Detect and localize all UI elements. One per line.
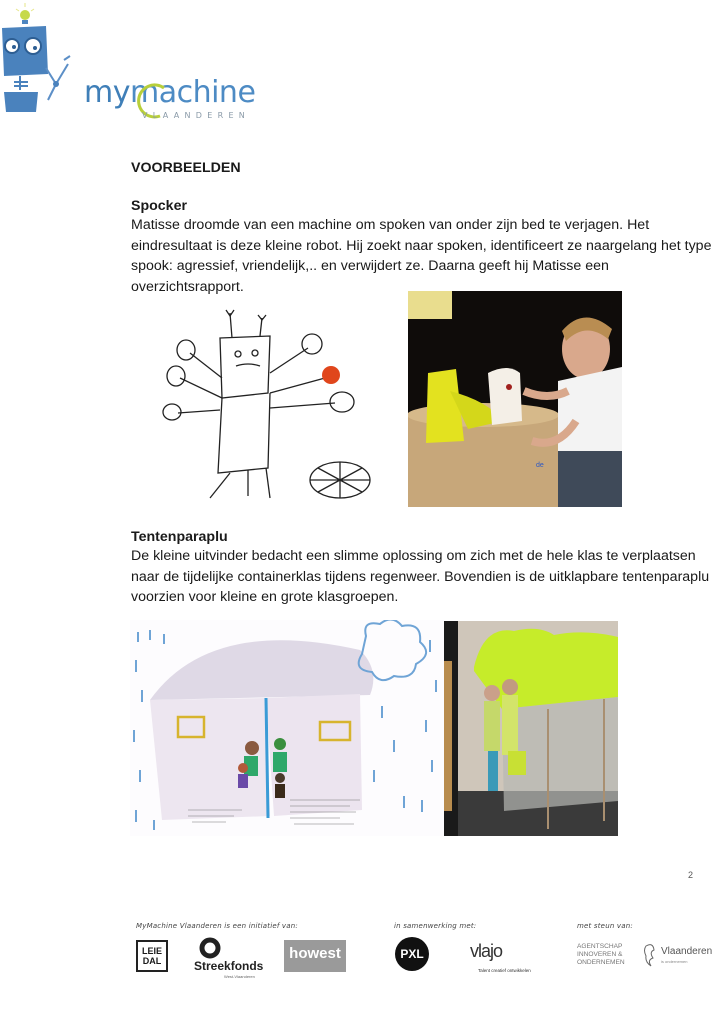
footer-caption-cooperation: in samenwerking met: <box>394 922 477 930</box>
pxl-logo: PXL <box>395 937 429 971</box>
leiedal-logo <box>136 940 168 972</box>
mymachine-brand-logo <box>84 74 274 130</box>
brand-sub: VLAANDEREN <box>142 111 251 120</box>
streekfonds-logo-sub: West-Vlaanderen <box>224 974 255 979</box>
howest-logo: howest <box>284 940 346 972</box>
vlajo-logo-text: vlajo <box>470 941 503 961</box>
example-title-spocker: Spocker <box>131 198 187 214</box>
brand-name-part1: my <box>84 75 130 110</box>
vlajo-logo <box>470 935 536 979</box>
agentschap-innoveren-ondernemen-logo: AGENTSCHAP INNOVEREN & ONDERNEMEN <box>577 943 625 966</box>
brand-name-part2: machine <box>129 75 256 110</box>
spocker-drawing-image <box>160 298 378 503</box>
example-body-spocker: Matisse droomde van een machine om spoken van onder zijn bed te verjagen. Het eindresultaat is deze kleine robot. Hij zoekt naar spoken, identificeert ze naargelang het type spook: agressief, vriendelijk,.. en verwijdert ze. Daarna geeft hij Matisse een overzichtsrapport. <box>131 217 712 295</box>
leiedal-logo-text: LEIE DAL <box>142 946 163 966</box>
streekfonds-logo-text: Streekfonds <box>194 959 264 973</box>
streekfonds-logo <box>194 937 264 979</box>
footer-caption-support: met steun van: <box>577 922 633 930</box>
vlaanderen-logo-sub: is ondernemen <box>661 959 688 964</box>
example-body-tentenparaplu: De kleine uitvinder bedacht een slimme oplossing om zich met de hele klas te verplaatsen naar de tijdelijke containerklas tijdens regenweer. Bovendien is de uitklapbare tentenparaplu voorzien voor kleine en grote klasgroepen. <box>131 548 710 605</box>
red-hand-mark <box>320 364 342 386</box>
mymachine-robot-logo-icon <box>0 0 78 118</box>
footer-caption-initiative: MyMachine Vlaanderen is een initiatief van: <box>136 922 298 930</box>
vlaanderen-logo-text: Vlaanderen <box>661 946 713 957</box>
vlajo-logo-sub: Talent creatief ontwikkelen <box>478 968 531 973</box>
streekfonds-ring-icon <box>199 937 221 959</box>
tentenparaplu-drawing-image <box>130 620 444 836</box>
section-title: VOORBEELDEN <box>131 160 241 176</box>
example-title-tentenparaplu: Tentenparaplu <box>131 529 228 545</box>
svg-text:de: de <box>536 462 544 469</box>
page-number: 2 <box>688 870 694 880</box>
spocker-photo-image <box>408 291 622 507</box>
flemish-lion-icon <box>643 942 657 968</box>
vlaanderen-logo <box>643 940 713 974</box>
tentenparaplu-photo-image <box>444 621 618 836</box>
